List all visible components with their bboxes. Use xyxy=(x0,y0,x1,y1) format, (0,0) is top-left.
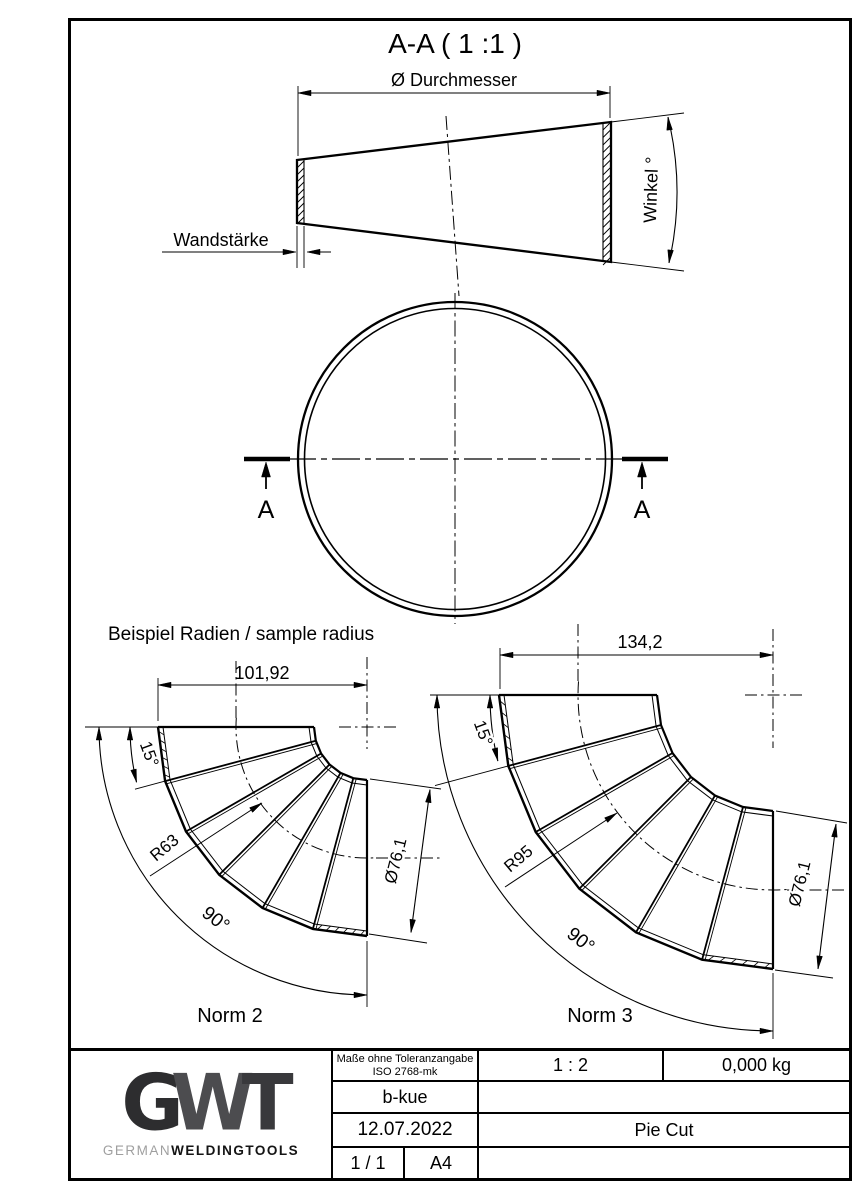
norm3-diameter-dim: Ø76,1 xyxy=(784,858,815,909)
part-name-cell: Pie Cut xyxy=(634,1119,694,1140)
norm2-width-dim: 101,92 xyxy=(234,663,290,683)
angle-dim-label: Winkel ° xyxy=(639,156,663,224)
wall-thickness-label: Wandstärke xyxy=(173,230,269,250)
section-title: A-A ( 1 :1 ) xyxy=(388,28,522,59)
company-logo xyxy=(71,1051,331,1178)
norm2-total-angle-dim: 90° xyxy=(197,902,234,937)
gwt-logo-text: GWT xyxy=(121,1057,281,1149)
empty-cell xyxy=(479,1082,849,1112)
samples-heading: Beispiel Radien / sample radius xyxy=(108,624,375,645)
scale-cell: 1 : 2 xyxy=(552,1055,589,1076)
norm2-segment-angle-dim: 15° xyxy=(135,738,163,770)
section-view-linework xyxy=(162,86,684,296)
section-marker-right: A xyxy=(633,496,651,524)
empty-cell xyxy=(479,1148,849,1178)
author-cell: b-kue xyxy=(382,1086,428,1107)
norm2-name: Norm 2 xyxy=(197,1005,263,1027)
section-marker-left: A xyxy=(257,496,275,524)
norm3-name: Norm 3 xyxy=(567,1005,633,1027)
company-name: GERMANWELDINGTOOLS xyxy=(102,1142,300,1158)
sheet-number-cell: 1 / 1 xyxy=(350,1152,386,1173)
format-cell: A4 xyxy=(429,1152,453,1173)
norm3-elbow-linework xyxy=(430,622,848,1039)
tolerance-note: Maße ohne Toleranzangabe ISO 2768-mk xyxy=(336,1052,474,1078)
circle-view-linework xyxy=(244,293,668,624)
norm3-radius-dim: R95 xyxy=(500,841,537,877)
norm2-diameter-dim: Ø76,1 xyxy=(380,835,411,886)
title-block xyxy=(68,1048,852,1181)
norm3-width-dim: 134,2 xyxy=(617,632,663,652)
norm2-elbow-linework xyxy=(85,657,441,1007)
norm3-segment-angle-dim: 15° xyxy=(469,717,497,749)
norm3-total-angle-dim: 90° xyxy=(562,923,599,958)
weight-cell: 0,000 kg xyxy=(721,1055,792,1076)
date-cell: 12.07.2022 xyxy=(357,1119,453,1141)
diameter-dim-label: Ø Durchmesser xyxy=(390,70,518,90)
norm2-radius-dim: R63 xyxy=(146,830,183,866)
